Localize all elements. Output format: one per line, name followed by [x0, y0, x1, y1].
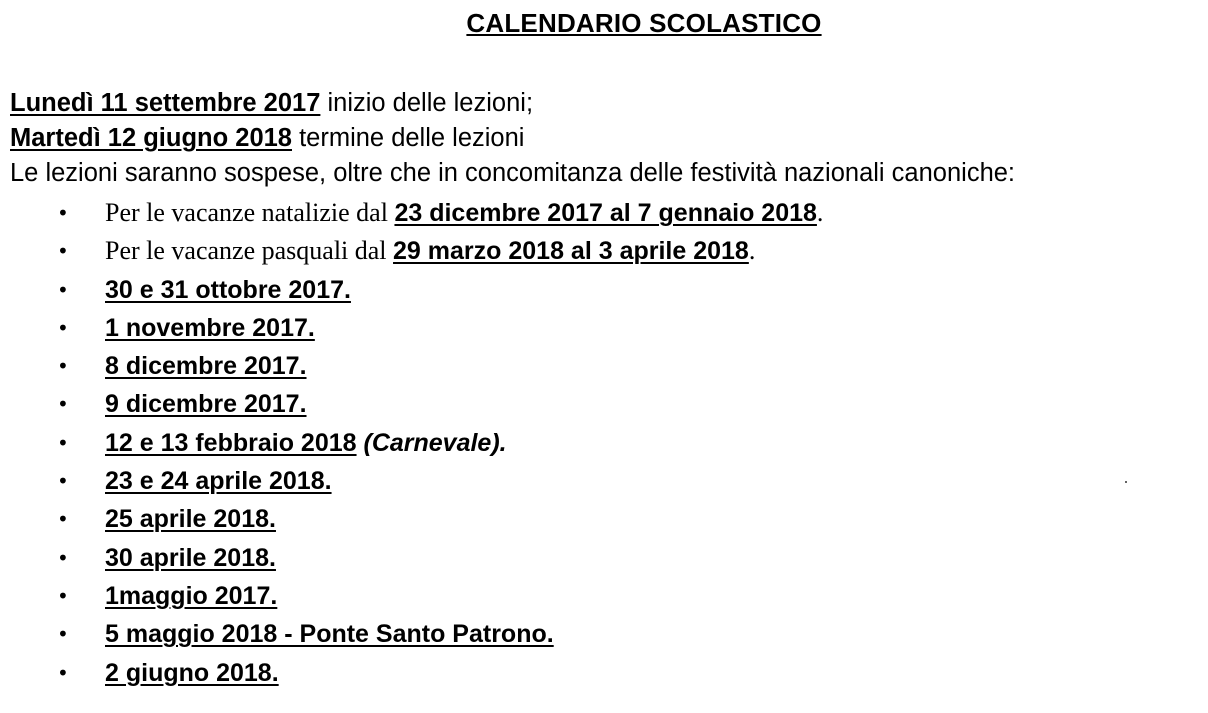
list-item-text — [105, 309, 315, 347]
start-text: inizio delle lezioni; — [320, 89, 534, 117]
item-date: 23 dicembre 2017 al 7 gennaio 2018 — [394, 199, 817, 227]
item-date: 2 giugno 2018. — [105, 658, 279, 687]
intro-block — [10, 86, 1015, 191]
item-date: 25 aprile 2018. — [105, 505, 276, 534]
list-item-text — [105, 424, 507, 462]
bullet-icon: • — [57, 469, 69, 494]
bullet-icon: • — [57, 545, 69, 570]
bullet-icon: • — [57, 392, 69, 417]
bullet-icon: • — [57, 277, 69, 302]
page-title: CALENDARIO SCOLASTICO — [466, 8, 822, 38]
item-date: 8 dicembre 2017. — [105, 352, 307, 381]
item-prefix: Per le vacanze natalizie dal — [105, 198, 395, 227]
list-item-text — [105, 577, 277, 615]
bullet-icon: • — [57, 201, 69, 225]
end-date: Martedì 12 giugno 2018 — [10, 124, 292, 152]
bullet-icon: • — [57, 354, 69, 379]
item-date: 1 novembre 2017. — [105, 313, 315, 342]
suspension-intro: Le lezioni saranno sospese, oltre che in concomitanza delle festività nazionali canoniche: — [10, 159, 1016, 187]
item-date: 1maggio 2017. — [105, 581, 278, 610]
end-line — [10, 121, 1015, 156]
start-line — [10, 86, 1015, 121]
list-item-text — [105, 347, 307, 385]
item-date: 23 e 24 aprile 2018. — [105, 467, 332, 496]
list-item-text — [105, 385, 307, 423]
item-date: 9 dicembre 2017. — [105, 390, 307, 419]
item-date: 12 e 13 febbraio 2018 — [105, 428, 357, 457]
end-text: termine delle lezioni — [292, 124, 525, 152]
item-suffix: . — [748, 236, 756, 266]
bullet-icon: • — [57, 239, 69, 264]
bullet-icon: • — [57, 507, 69, 532]
list-item-text — [105, 194, 823, 232]
bullet-icon: • — [57, 583, 69, 608]
list-item-text — [105, 271, 351, 309]
bullet-icon: • — [57, 315, 69, 340]
scan-speck — [1125, 481, 1127, 483]
item-date: 29 marzo 2018 al 3 aprile 2018 — [393, 237, 749, 266]
item-date: 30 e 31 ottobre 2017. — [105, 275, 351, 304]
list-item-text — [105, 462, 332, 500]
item-note: (Carnevale). — [356, 428, 507, 457]
list-item-text — [105, 615, 554, 653]
bullet-icon: • — [57, 430, 69, 455]
item-suffix: . — [816, 198, 824, 227]
item-date: 30 aprile 2018. — [105, 543, 276, 572]
item-date: 5 maggio 2018 - Ponte Santo Patrono. — [105, 620, 554, 649]
list-item-text — [105, 232, 755, 270]
list-item-text — [105, 500, 276, 538]
bullet-icon: • — [57, 622, 69, 647]
bullet-icon: • — [57, 660, 69, 685]
list-item-text — [105, 539, 276, 577]
list-item-text — [105, 654, 279, 692]
start-date: Lunedì 11 settembre 2017 — [10, 89, 321, 117]
item-prefix: Per le vacanze pasquali dal — [105, 236, 394, 266]
